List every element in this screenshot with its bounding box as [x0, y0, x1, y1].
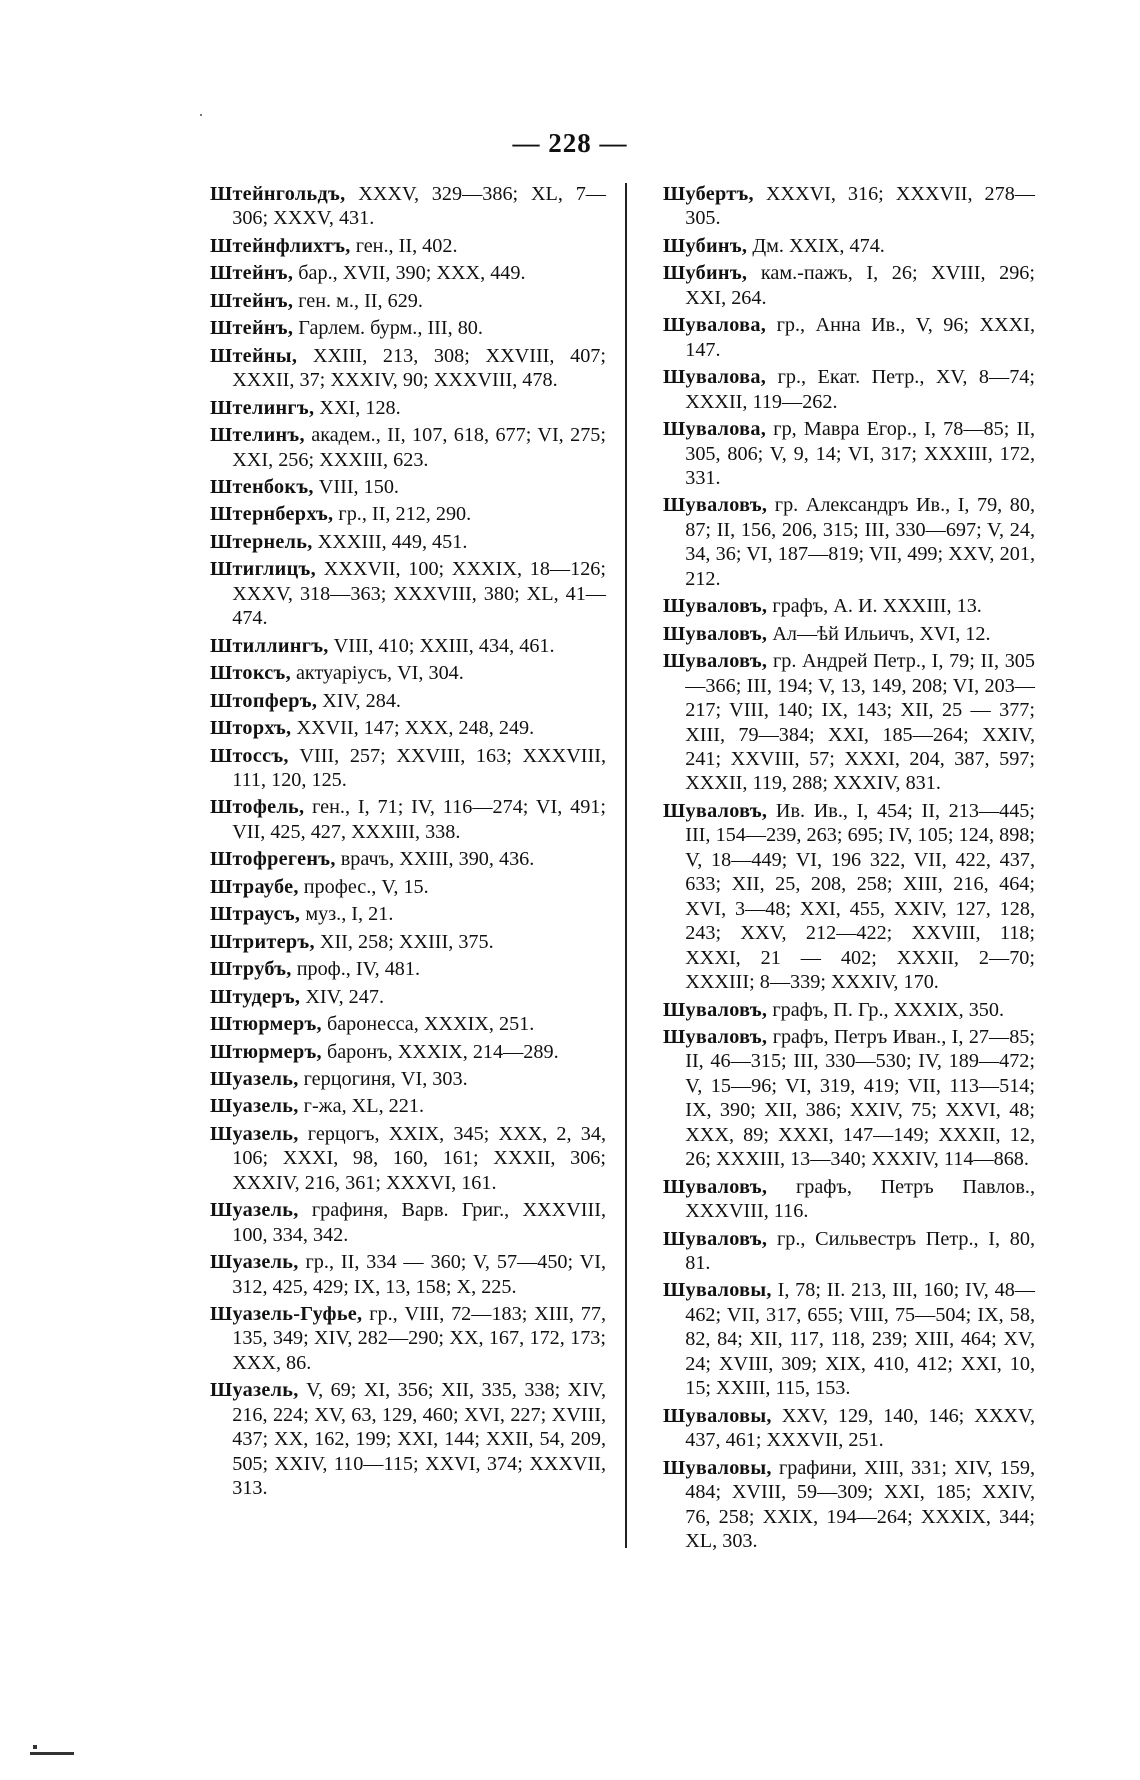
- entry-references: V, 69; XI, 356; XII, 335, 338; XIV, 216, 224; XV, 63, 129, 460; XVI, 227; XVIII, 437; XX, 162, 199; XXI, 144; XXII, 54, 209, 505; XXIV, 110—115; XXVI, 374; XXXVII, 313.: [232, 1379, 606, 1500]
- index-entry: [663, 493, 1035, 591]
- entry-references: XXV, 129, 140, 146; XXXV, 437, 461; XXXVII, 251.: [685, 1404, 1035, 1452]
- entry-headword: Шуазель,: [210, 1379, 299, 1402]
- index-entry: [210, 1067, 606, 1091]
- entry-headword: Шуваловъ,: [663, 1227, 768, 1250]
- entry-headword: Шуазель,: [210, 1067, 299, 1090]
- entry-references: графини, XIII, 331; XIV, 159, 484; XVIII, 59—309; XXI, 185; XXIV, 76, 258; XXIX, 194—264; XXXIX, 344; XL, 303.: [685, 1456, 1035, 1553]
- entry-headword: Штюрмеръ,: [210, 1040, 322, 1063]
- entry-headword: Штраубе,: [210, 875, 299, 898]
- index-entry: [663, 622, 1035, 646]
- index-entry: [663, 1456, 1035, 1554]
- entry-references: гр., Сильвестръ Петр., I, 80, 81.: [685, 1227, 1035, 1275]
- entry-references: муз., I, 21.: [300, 903, 394, 926]
- index-entry: [663, 1175, 1035, 1224]
- entry-headword: Штиглицъ,: [210, 558, 316, 581]
- index-entry: [663, 261, 1035, 310]
- entry-headword: Шувалова,: [663, 418, 767, 441]
- index-column-right: [663, 182, 1035, 1556]
- entry-headword: Шуазель-Гуфье,: [210, 1303, 363, 1326]
- entry-references: баронесса, XXXIX, 251.: [321, 1013, 535, 1036]
- entry-headword: Штейнъ,: [210, 317, 294, 340]
- entry-references: XXXVI, 316; XXXVII, 278—305.: [685, 183, 1035, 230]
- entry-headword: Шувалова,: [663, 314, 767, 337]
- index-entry: [210, 875, 606, 899]
- index-entry: [210, 1198, 606, 1247]
- index-entry: [210, 661, 606, 685]
- entry-references: гр., II, 212, 290.: [333, 503, 472, 526]
- entry-references: бар., XVII, 390; XXX, 449.: [293, 262, 526, 285]
- entry-headword: Шторхъ,: [210, 717, 292, 740]
- entry-references: VIII, 150.: [313, 475, 399, 498]
- index-entry: [210, 289, 606, 313]
- entry-references: Ив. Ив., I, 454; II, 213—445; III, 154—239, 263; 695; IV, 105; 124, 898; V, 18—449; VI, 196 322, VII, 422, 437, 633; XII, 25, 208, 258; XIII, 216, 464; XVI, 3—48; XXI, 455, XXIV, 127, 128, 243; XXV, 212—422; XXVIII, 118; XXXI, 21 — 402; XXXII, 2—70; XXXIII; 8—339; XXXIV, 170.: [685, 799, 1035, 994]
- index-entry: [210, 423, 606, 472]
- index-entry: [210, 182, 606, 231]
- entry-headword: Шубинъ,: [663, 262, 748, 285]
- index-entry: [663, 182, 1035, 231]
- entry-references: XIV, 284.: [317, 689, 401, 712]
- entry-references: ген. м., II, 629.: [293, 289, 423, 312]
- index-entry: [663, 1404, 1035, 1453]
- entry-headword: Штейнъ,: [210, 289, 294, 312]
- index-entry: [210, 475, 606, 499]
- entry-headword: Шуваловъ,: [663, 494, 768, 517]
- index-entry: [210, 985, 606, 1009]
- entry-references: Гарлем. бурм., III, 80.: [293, 317, 483, 340]
- entry-references: графъ, Петръ Иван., I, 27—85; II, 46—315; III, 330—530; IV, 189—472; V, 15—96; VI, 319, 419; VII, 113—514; IX, 390; XII, 386; XXIV, 75; XXVI, 48; XXX, 89; XXXI, 147—149; XXXII, 12, 26; XXXIII, 13—340; XXXIV, 114—868.: [685, 1025, 1035, 1171]
- entry-references: XXXVII, 100; XXXIX, 18—126; XXXV, 318—363; XXXVIII, 380; XL, 41—474.: [232, 558, 606, 630]
- entry-headword: Штудеръ,: [210, 985, 301, 1008]
- entry-headword: Штофель,: [210, 796, 305, 819]
- entry-headword: Штейны,: [210, 344, 298, 367]
- entry-headword: Шуваловы,: [663, 1404, 772, 1427]
- scan-corner-mark: [30, 1752, 74, 1755]
- entry-headword: Шуваловъ,: [663, 1025, 768, 1048]
- entry-headword: Штейнгольдъ,: [210, 183, 346, 205]
- entry-references: Ал—ѣй Ильичъ, XVI, 12.: [767, 622, 991, 645]
- entry-references: XXVII, 147; XXX, 248, 249.: [291, 717, 535, 740]
- entry-references: XII, 258; XXIII, 375.: [314, 930, 494, 953]
- index-entry: [663, 365, 1035, 414]
- index-entry: [210, 847, 606, 871]
- index-entry: [210, 957, 606, 981]
- entry-references: врачъ, XXIII, 390, 436.: [335, 848, 535, 871]
- entry-headword: Шувалова,: [663, 366, 767, 389]
- index-entry: [210, 1094, 606, 1118]
- entry-headword: Штернберхъ,: [210, 503, 334, 526]
- column-divider: [625, 183, 627, 1548]
- entry-references: герцогъ, XXIX, 345; XXX, 2, 34, 106; XXXI, 98, 160, 161; XXXII, 306; XXXIV, 216, 361; XXXVI, 161.: [232, 1122, 606, 1194]
- index-entry: [210, 744, 606, 793]
- entry-references: гр, Мавра Егор., I, 78—85; II, 305, 806; V, 9, 14; VI, 317; XXXIII, 172, 331.: [685, 418, 1035, 489]
- index-entry: [210, 344, 606, 393]
- index-entry: [663, 234, 1035, 258]
- index-entry: [663, 1227, 1035, 1276]
- index-entry: [210, 1040, 606, 1064]
- entry-headword: Штритеръ,: [210, 930, 315, 953]
- entry-references: графъ, А. И. XXXIII, 13.: [767, 595, 982, 618]
- entry-headword: Шуваловы,: [663, 1456, 772, 1479]
- index-entry: [210, 716, 606, 740]
- entry-references: Дм. XXIX, 474.: [747, 234, 885, 257]
- entry-references: I, 78; II. 213, III, 160; IV, 48—462; VII, 317, 655; VIII, 75—504; IX, 58, 82, 84; XII, 117, 118, 239; XIII, 464; XV, 24; XVIII, 309; XIX, 410, 412; XXI, 10, 15; XXIII, 115, 153.: [685, 1279, 1035, 1400]
- index-entry: [663, 1278, 1035, 1400]
- entry-references: графиня, Варв. Григ., XXXVIII, 100, 334, 342.: [232, 1199, 606, 1246]
- entry-headword: Шуазель,: [210, 1095, 299, 1118]
- entry-headword: Штрубъ,: [210, 958, 292, 981]
- entry-references: академ., II, 107, 618, 677; VI, 275; XXI, 256; XXXIII, 623.: [232, 424, 606, 471]
- index-entry: [210, 316, 606, 340]
- entry-references: гр., Анна Ив., V, 96; XXXI, 147.: [685, 314, 1035, 361]
- entry-references: графъ, П. Гр., XXXIX, 350.: [767, 998, 1005, 1021]
- entry-headword: Шуваловъ,: [663, 998, 768, 1021]
- index-entry: [663, 313, 1035, 362]
- index-entry: [210, 1378, 606, 1500]
- index-entry: [210, 502, 606, 526]
- index-entry: [210, 930, 606, 954]
- index-entry: [210, 261, 606, 285]
- entry-headword: Шуваловъ,: [663, 1175, 768, 1198]
- index-column-left: [210, 182, 606, 1504]
- index-entry: [210, 557, 606, 630]
- index-entry: [210, 530, 606, 554]
- entry-headword: Штраусъ,: [210, 903, 301, 926]
- entry-references: XIV, 247.: [300, 985, 385, 1008]
- index-entry: [210, 1302, 606, 1375]
- entry-references: ген., II, 402.: [350, 234, 458, 257]
- entry-headword: Штейнфлихтъ,: [210, 234, 351, 257]
- entry-references: гр., Екат. Петр., XV, 8—74; XXXII, 119—262.: [685, 366, 1035, 413]
- entry-headword: Шуваловъ,: [663, 799, 768, 822]
- index-entry: [663, 594, 1035, 618]
- entry-references: баронъ, XXXIX, 214—289.: [321, 1040, 559, 1063]
- scan-speck: [200, 114, 202, 116]
- entry-references: VIII, 410; XXIII, 434, 461.: [328, 634, 555, 657]
- index-entry: [663, 799, 1035, 995]
- entry-references: гр., VIII, 72—183; XIII, 77, 135, 349; XIV, 282—290; XX, 167, 172, 173; XXX, 86.: [232, 1303, 606, 1374]
- entry-references: гр., II, 334 — 360; V, 57—450; VI, 312, 425, 429; IX, 13, 158; X, 225.: [232, 1251, 606, 1298]
- entry-references: герцогиня, VI, 303.: [298, 1067, 468, 1090]
- index-entry: [663, 998, 1035, 1022]
- entry-headword: Штоссъ,: [210, 744, 289, 767]
- entry-references: гр. Андрей Петр., I, 79; II, 305—366; III, 194; V, 13, 149, 208; VI, 203—217; VIII, 140; IX, 143; XII, 25 — 377; XIII, 79—384; XXI, 185—264; XXIV, 241; XXVIII, 57; XXXI, 204, 387, 597; XXXII, 119, 288; XXXIV, 831.: [685, 650, 1035, 795]
- entry-headword: Шуваловъ,: [663, 595, 768, 618]
- index-entry: [210, 1250, 606, 1299]
- index-entry: [210, 689, 606, 713]
- index-entry: [663, 649, 1035, 796]
- entry-headword: Шубинъ,: [663, 234, 748, 257]
- entry-references: графъ, Петръ Павлов., XXXVIII, 116.: [685, 1175, 1035, 1223]
- entry-references: актуаріусъ, VI, 304.: [290, 662, 464, 685]
- entry-references: профес., V, 15.: [298, 875, 429, 898]
- entry-references: проф., IV, 481.: [291, 958, 421, 981]
- entry-headword: Шуваловъ,: [663, 622, 768, 645]
- entry-headword: Штейнъ,: [210, 262, 294, 285]
- entry-references: XXXV, 329—386; XL, 7—306; XXXV, 431.: [232, 183, 606, 230]
- index-entry: [663, 1025, 1035, 1172]
- entry-headword: Штернель,: [210, 530, 313, 553]
- entry-references: XXIII, 213, 308; XXVIII, 407; XXXII, 37; XXXIV, 90; XXXVIII, 478.: [232, 344, 606, 392]
- entry-references: кам.-пажъ, I, 26; XVIII, 296; XXI, 264.: [685, 262, 1035, 309]
- entry-references: гр. Александръ Ив., I, 79, 80, 87; II, 156, 206, 315; III, 330—697; V, 24, 34, 36; VI, 187—819; VII, 499; XXV, 201, 212.: [685, 494, 1035, 590]
- entry-headword: Шубертъ,: [663, 183, 754, 205]
- entry-headword: Шуваловы,: [663, 1279, 772, 1302]
- index-entry: [210, 396, 606, 420]
- index-entry: [210, 795, 606, 844]
- index-entry: [210, 1122, 606, 1195]
- entry-headword: Штофрегенъ,: [210, 848, 336, 871]
- entry-references: ген., I, 71; IV, 116—274; VI, 491; VII, 425, 427, XXXIII, 338.: [232, 796, 606, 843]
- entry-references: VIII, 257; XXVIII, 163; XXXVIII, 111, 120, 125.: [232, 744, 606, 791]
- entry-headword: Штелинъ,: [210, 424, 305, 447]
- entry-headword: Штоксъ,: [210, 662, 291, 685]
- entry-headword: Штюрмеръ,: [210, 1013, 322, 1036]
- entry-headword: Штенбокъ,: [210, 475, 314, 498]
- index-entry: [210, 1012, 606, 1036]
- index-entry: [210, 234, 606, 258]
- entry-headword: Штелингъ,: [210, 396, 315, 419]
- index-entry: [210, 634, 606, 658]
- scan-corner-mark-dot: [33, 1745, 37, 1749]
- entry-headword: Шуазель,: [210, 1251, 299, 1274]
- index-entry: [663, 417, 1035, 490]
- entry-headword: Шуваловъ,: [663, 650, 768, 673]
- entry-references: г-жа, XL, 221.: [298, 1095, 425, 1118]
- entry-headword: Шуазель,: [210, 1199, 299, 1222]
- entry-references: XXXIII, 449, 451.: [312, 530, 468, 553]
- entry-headword: Шуазель,: [210, 1122, 299, 1145]
- entry-references: XXI, 128.: [314, 396, 401, 419]
- page-number: — 228 —: [512, 128, 628, 158]
- entry-headword: Штопферъ,: [210, 689, 318, 712]
- index-entry: [210, 902, 606, 926]
- entry-headword: Штиллингъ,: [210, 634, 329, 657]
